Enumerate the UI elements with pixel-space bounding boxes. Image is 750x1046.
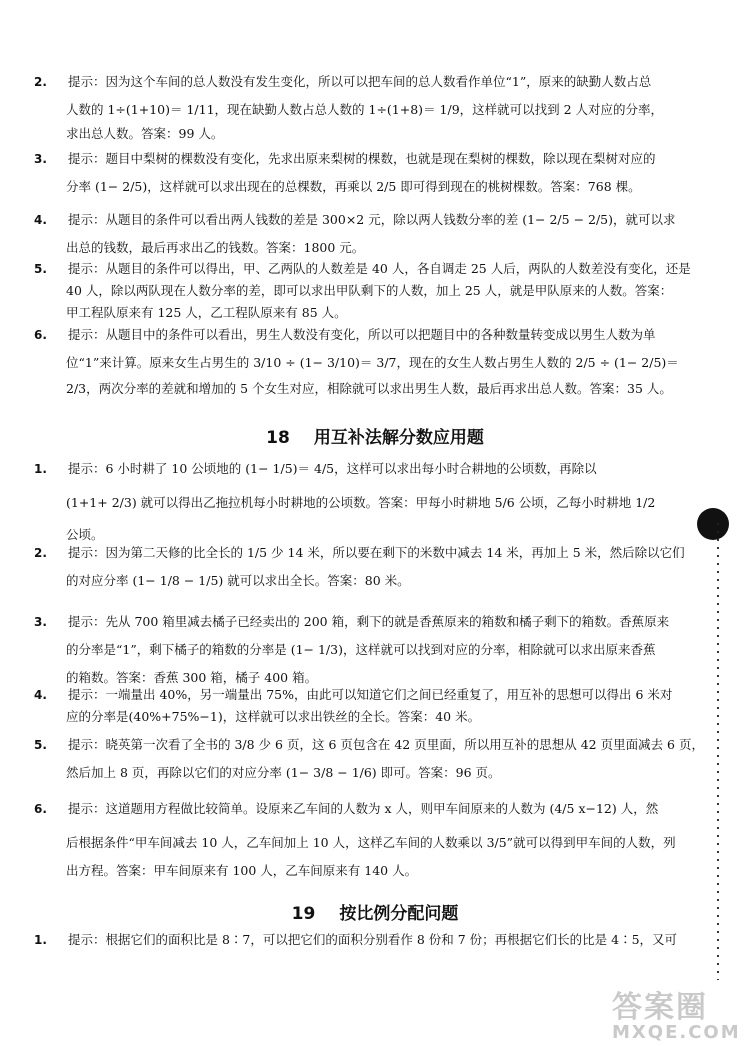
item-text-line: 甲工程队原来有 125 人，乙工程队原来有 85 人。 (66, 305, 347, 320)
item-text-line: 提示：先从 700 箱里减去橘子已经卖出的 200 箱，剩下的就是香蕉原来的箱数和橘子剩下的箱数。香蕉原来 (68, 614, 670, 629)
item-number: 5. (34, 738, 47, 752)
item-text-line: 后根据条件“甲车间减去 10 人，乙车间加上 10 人，这样乙车间的人数乘以 3/5”就可以得到甲车间的人数，列 (66, 835, 676, 850)
item-text-line: 提示：从题目中的条件可以看出，男生人数没有变化，所以可以把题目中的各种数量转变成以男生人数为单 (68, 327, 656, 342)
item-text-line: 位“1”来计算。原来女生占男生的 3/10 ÷ (1− 3/10)＝ 3/7，现在的女生人数占男生人数的 2/5 ÷ (1− 2/5)＝ (66, 355, 679, 370)
item-number: 2. (34, 75, 47, 89)
item-text-line: 提示：从题目的条件可以得出，甲、乙两队的人数差是 40 人，各自调走 25 人后，两队的人数差没有变化，还是 (68, 261, 691, 276)
item-text-line: 的对应分率 (1− 1/8 − 1/5) 就可以求出全长。答案：80 米。 (66, 573, 410, 588)
item-number: 4. (34, 688, 47, 702)
watermark-text: 答案圈 (612, 990, 708, 1025)
item-text-line: 出总的钱数，最后再求出乙的钱数。答案：1800 元。 (66, 240, 365, 255)
watermark-logo (612, 982, 742, 1042)
item-text-line: (1+1+ 2/3) 就可以得出乙拖拉机每小时耕地的公顷数。答案：甲每小时耕地 5/6 公顷，乙每小时耕地 1/2 (66, 495, 656, 510)
item-text-line: 应的分率是(40%+75%−1)，这样就可以求出铁丝的全长。答案：40 米。 (66, 709, 481, 724)
section-title: 用互补法解分数应用题 (313, 428, 484, 448)
item-number: 5. (34, 262, 47, 276)
watermark-url: MXQE.COM (612, 1022, 741, 1043)
item-text-line: 40 人，除以两队现在人数分率的差，即可以求出甲队剩下的人数，加上 25 人，就是甲队原来的人数。答案： (66, 283, 673, 298)
item-text-line: 提示：题目中梨树的棵数没有变化，先求出原来梨树的棵数，也就是现在梨树的棵数，除以现在梨树对应的 (68, 151, 656, 166)
item-text-line: 提示：根据它们的面积比是 8∶7，可以把它们的面积分别看作 8 份和 7 份；再根据它们长的比是 4∶5，又可 (68, 932, 678, 947)
item-text-line: 求出总人数。答案：99 人。 (66, 126, 224, 141)
item-number: 1. (34, 933, 47, 947)
item-text-line: 人数的 1÷(1+10)＝ 1/11，现在缺勤人数占总人数的 1÷(1+8)＝ 1/9，这样就可以找到 2 人对应的分率， (66, 102, 664, 117)
item-number: 6. (34, 328, 47, 342)
item-text-line: 提示：一端量出 40%，另一端量出 75%，由此可以知道它们之间已经重复了，用互补的思想可以得出 6 米对 (68, 687, 673, 702)
page-edge-marker (697, 508, 729, 540)
section-heading (0, 423, 750, 448)
item-text-line: 的箱数。答案：香蕉 300 箱，橘子 400 箱。 (66, 670, 318, 685)
item-text-line: 提示：从题目的条件可以看出两人钱数的差是 300×2 元，除以两人钱数分率的差 (1− 2/5 − 2/5)，就可以求 (68, 212, 676, 227)
item-text-line: 提示：因为第二天修的比全长的 1/5 少 14 米，所以要在剩下的米数中减去 14 米，再加上 5 米，然后除以它们 (68, 545, 685, 560)
dotted-margin-line (717, 520, 719, 980)
item-text-line: 出方程。答案：甲车间原来有 100 人，乙车间原来有 140 人。 (66, 863, 418, 878)
item-number: 3. (34, 152, 47, 166)
item-text-line: 提示：6 小时耕了 10 公顷地的 (1− 1/5)＝ 4/5，这样可以求出每小时合耕地的公顷数，再除以 (68, 461, 597, 476)
item-text-line: 然后加上 8 页，再除以它们的对应分率 (1− 3/8 − 1/6) 即可。答案：96 页。 (66, 765, 501, 780)
item-number: 2. (34, 546, 47, 560)
item-number: 3. (34, 615, 47, 629)
item-text-line: 分率 (1− 2/5)，这样就可以求出现在的总棵数，再乘以 2/5 即可得到现在的桃树棵数。答案：768 棵。 (66, 179, 641, 194)
item-text-line: 提示：因为这个车间的总人数没有发生变化，所以可以把车间的总人数看作单位“1”，原来的缺勤人数占总 (68, 74, 652, 89)
section-heading (0, 899, 750, 924)
item-text-line: 公顷。 (66, 527, 104, 542)
item-text-line: 的分率是“1”，剩下橘子的箱数的分率是 (1− 1/3)，这样就可以找到对应的分率，相除就可以求出原来香蕉 (66, 642, 656, 657)
section-title: 按比例分配问题 (339, 904, 459, 924)
item-text-line: 提示：这道题用方程做比较简单。设原来乙车间的人数为 x 人，则甲车间原来的人数为 (4/5 x−12) 人，然 (68, 801, 659, 816)
item-number: 6. (34, 802, 47, 816)
section-number: 18 (266, 428, 290, 448)
item-text-line: 提示：晓英第一次看了全书的 3/8 少 6 页，这 6 页包含在 42 页里面，所以用互补的思想从 42 页里面减去 6 页， (68, 737, 704, 752)
item-number: 4. (34, 213, 47, 227)
section-number: 19 (291, 904, 316, 924)
item-text-line: 2/3，两次分率的差就和增加的 5 个女生对应，相除就可以求出男生人数，最后再求出总人数。答案：35 人。 (66, 381, 672, 396)
item-number: 1. (34, 462, 47, 476)
